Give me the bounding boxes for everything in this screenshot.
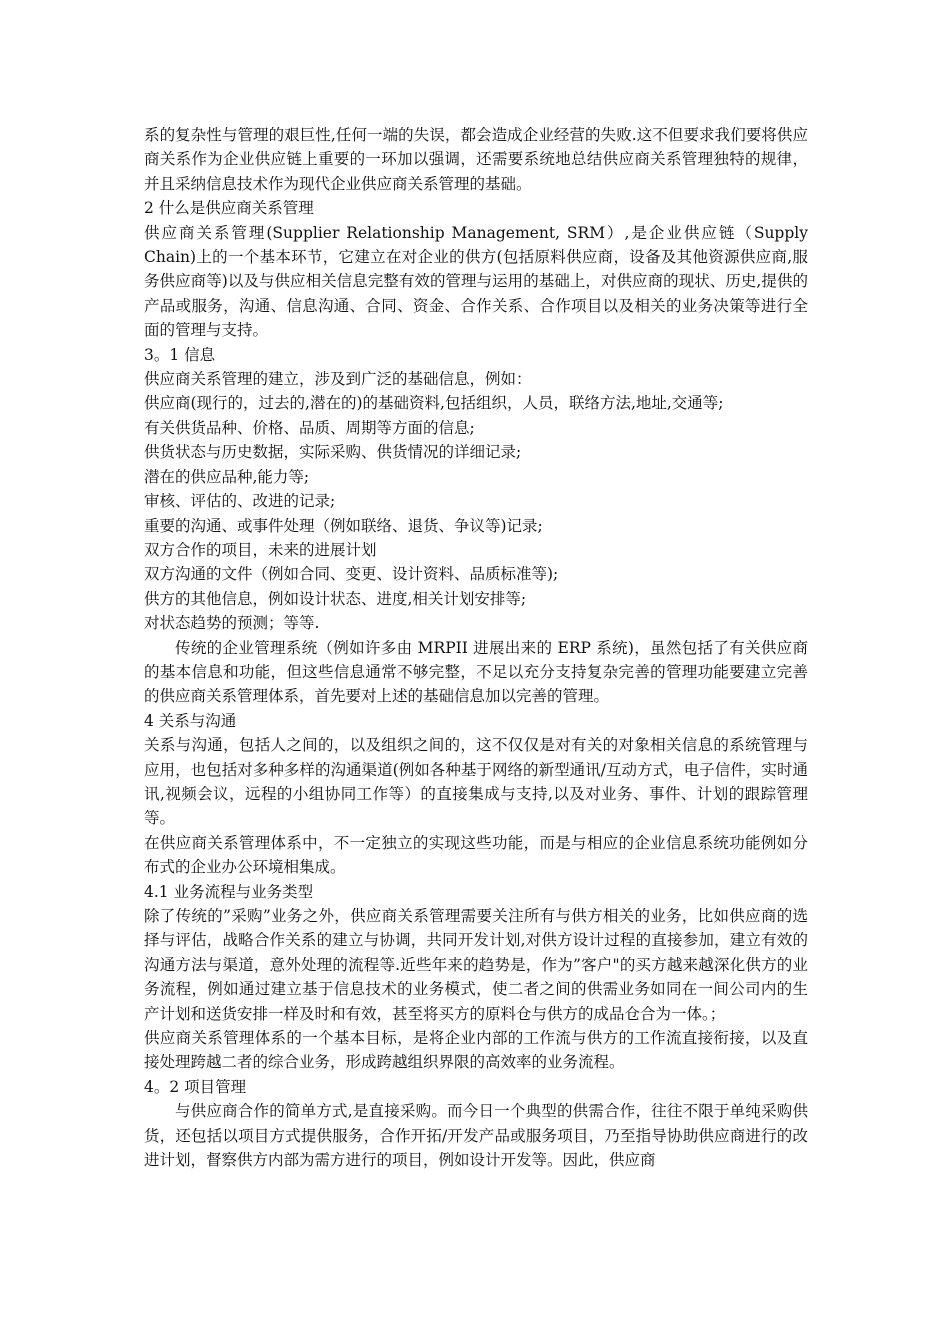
paragraph-integration: 在供应商关系管理体系中，不一定独立的实现这些功能，而是与相应的企业信息系统功能例如分布式的企业办公环境相集成。 — [144, 833, 808, 877]
list-item-documents: 双方沟通的文件（例如合同、变更、设计资料、品质标准等); — [144, 565, 559, 584]
paragraph-business-process: 除了传统的”采购”业务之外，供应商关系管理需要关注所有与供方相关的业务，比如供应商的选择与评估，战略合作关系的建立与协调，共同开发计划,对供方设计过程的直接参加，建立有效的沟通方法与渠道，意外处理的流程等.近些年来的趋势是，作为”客户"的买方越来越深化供方的业务流程，例如通过建立基于信息技术的业务模式，使二者之间的供需业务如同在一间公司内的生产计划和送货安排一样及时和有效，甚至将买方的原料仓与供方的成品仓合为一体。； — [144, 907, 808, 1023]
list-item-event-records: 重要的沟通、或事件处理（例如联络、退货、争议等)记录; — [144, 516, 543, 535]
list-item-other-info: 供方的其他信息，例如设计状态、进度,相关计划安排等; — [144, 589, 527, 608]
paragraph-srm-definition: 供应商关系管理(Supplier Relationship Management, SRM）,是企业供应链（Supply Chain)上的一个基本环节，它建立在对企业的供方(包括原料供应商，设备及其他资源供应商,服务供应商等)以及与供应相关信息完整有效的管理与运用的基础上，对供应商的现状、历史,提供的产品或服务，沟通、信息沟通、合同、资金、合作关系、合作项目以及相关的业务决策等进行全面的管理与支持。 — [144, 223, 808, 340]
section-heading-3-1: 3。1 信息 — [144, 345, 216, 364]
paragraph-relationship: 关系与沟通，包括人之间的，以及组织之间的，这不仅仅是对有关的对象相关信息的系统管理与应用，也包括对多种多样的沟通渠道(例如各种基于网络的新型通讯/互动方式，电子信件，实时通讯,视频会议，远程的小组协同工作等）的直接集成与支持,以及对业务、事件、计划的跟踪管理等。 — [144, 736, 808, 828]
paragraph-erp: 传统的企业管理系统（例如许多由 MRPII 进展出来的 ERP 系统)，虽然包括了有关供应商的基本信息和功能，但这些信息通常不够完整，不足以充分支持复杂完善的管理功能要建立完善的供应商关系管理体系，首先要对上述的基础信息加以完善的管理。 — [144, 638, 808, 706]
paragraph-intro: 系的复杂性与管理的艰巨性,任何一端的失误，都会造成企业经营的失败.这不但要求我们要将供应商关系作为企业供应链上重要的一环加以强调，还需要系统地总结供应商关系管理独特的规律，并且采纳信息技术作为现代企业供应商关系管理的基础。 — [144, 126, 808, 193]
list-item-supplier-basics: 供应商(现行的，过去的,潜在的)的基础资料,包括组织，人员，联络方法,地址,交通等; — [144, 394, 724, 413]
section-heading-4: 4 关系与沟通 — [144, 711, 237, 730]
paragraph-info-intro: 供应商关系管理的建立，涉及到广泛的基础信息，例如： — [144, 370, 532, 389]
document-body — [144, 123, 808, 1172]
paragraph-project-management: 与供应商合作的简单方式,是直接采购。而今日一个典型的供需合作，往往不限于单纯采购供货，还包括以项目方式提供服务，合作开拓/开发产品或服务项目，乃至指导协助供应商进行的改进计划，督察供方内部为需方进行的项目，例如设计开发等。因此，供应商 — [144, 1102, 808, 1170]
list-item-audit-records: 审核、评估的、改进的记录; — [144, 492, 336, 511]
section-heading-2: 2 什么是供应商关系管理 — [144, 199, 314, 218]
list-item-potential-capacity: 潜在的供应品种,能力等; — [144, 467, 310, 486]
paragraph-workflow-goal: 供应商关系管理体系的一个基本目标，是将企业内部的工作流与供方的工作流直接衔接，以及直接处理跨越二者的综合业务，形成跨越组织界限的高效率的业务流程。 — [144, 1029, 808, 1072]
section-heading-4-2: 4。2 项目管理 — [144, 1077, 247, 1096]
list-item-trend-forecast: 对状态趋势的预测；等等. — [144, 614, 320, 633]
list-item-supply-history: 供货状态与历史数据，实际采购、供货情况的详细记录; — [144, 443, 522, 462]
list-item-supply-info: 有关供货品种、价格、品质、周期等方面的信息; — [144, 418, 475, 437]
list-item-joint-projects: 双方合作的项目，未来的进展计划 — [144, 540, 377, 559]
section-heading-4-1: 4.1 业务流程与业务类型 — [144, 882, 314, 901]
